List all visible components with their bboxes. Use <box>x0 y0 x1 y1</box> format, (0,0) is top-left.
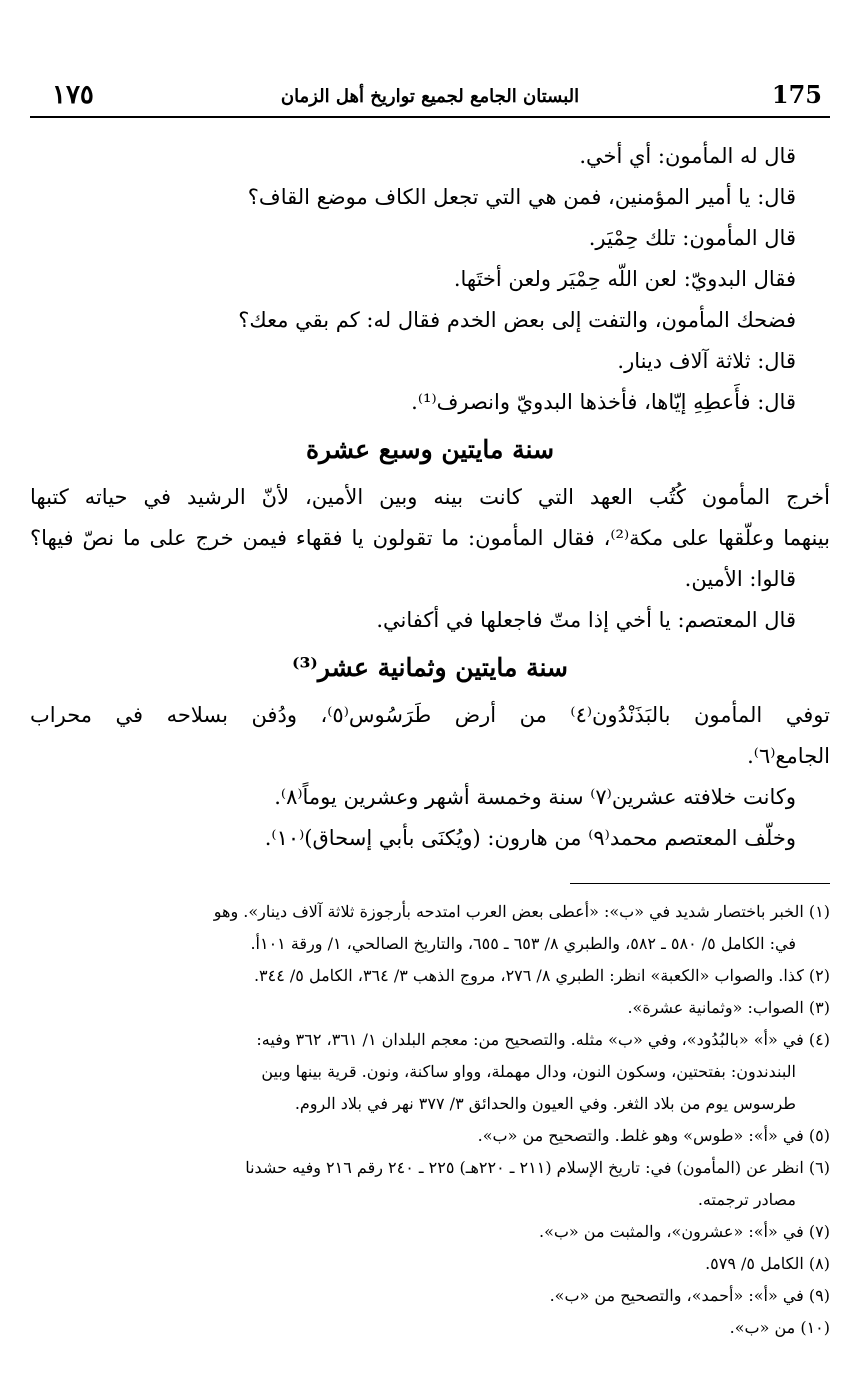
footnote-line: (٤) في «أ» «بالبُدُود»، وفي «ب» مثله. والتصحيح من: معجم البلدان ١/ ٣٦١، ٣٦٢ وفيه: <box>256 1030 830 1049</box>
running-title: البستان الجامع لجميع تواريخ أهل الزمان <box>280 86 580 107</box>
text-line: وخلّف المعتصم محمد⁽٩⁾ من هارون: (ويُكنَى بأبي إسحاق)⁽١٠⁾. <box>264 826 796 850</box>
footnote-line: (١٠) من «ب». <box>729 1318 830 1337</box>
text-line: فقال البدويّ: لعن اللّه حِمْيَر ولعن أختَها. <box>453 267 796 291</box>
text-line: قال: ثلاثة آلاف دينار. <box>617 349 796 373</box>
footnote-line: (٨) الكامل ٥/ ٥٧٩. <box>705 1254 830 1273</box>
section-heading: سنة مايتين وسبع عشرة <box>305 435 555 464</box>
text-line: قالوا: الأمين. <box>684 567 796 591</box>
text-line: قال له المأمون: أي أخي. <box>579 144 796 168</box>
text-line: قال: يا أمير المؤمنين، فمن هي التي تجعل الكاف موضع القاف؟ <box>247 185 796 209</box>
running-header <box>30 80 830 112</box>
footnote-line: (٧) في «أ»: «عشرون»، والمثبت من «ب». <box>538 1222 830 1241</box>
page-number-latin: 175 <box>771 80 822 109</box>
footnote-line: في: الكامل ٥/ ٥٨٠ ـ ٥٨٢، والطبري ٨/ ٦٥٣ ـ ٦٥٥، والتاريخ الصالحي، ١/ ورقة ١٠١أ. <box>250 934 796 953</box>
footnote-line: طرسوس يوم من بلاد الثغر. وفي العيون والحدائق ٣/ ٣٧٧ نهر في بلاد الروم. <box>294 1094 796 1113</box>
page-number-arabic: ١٧٥ <box>52 80 94 110</box>
footnotes <box>30 896 830 1344</box>
footnote-line: (٥) في «أ»: «طوس» وهو غلط. والتصحيح من «ب». <box>477 1126 830 1145</box>
text-line: قال المعتصم: يا أخي إذا متّ فاجعلها في أكفاني. <box>376 608 796 632</box>
section-heading: سنة مايتين وثمانية عشر⁽³⁾ <box>292 653 568 682</box>
text-line: قال: فأَعطِهِ إيّاها، فأخذها البدويّ وانصرف⁽¹⁾. <box>411 390 796 414</box>
footnote-line: (٩) في «أ»: «أحمد»، والتصحيح من «ب». <box>549 1286 830 1305</box>
text-line: الجامع⁽٦⁾. <box>747 744 830 768</box>
footnote-line: مصادر ترجمته. <box>697 1190 796 1209</box>
footnote-line: (١) الخبر باختصار شديد في «ب»: «أعطى بعض العرب امتدحه بأرجوزة ثلاثة آلاف دينار». وهو <box>213 902 830 921</box>
footnote-line: (٣) الصواب: «وثمانية عشرة». <box>627 998 830 1017</box>
text-line: وكانت خلافته عشرين⁽٧⁾ سنة وخمسة أشهر وعشرين يوماً⁽٨⁾. <box>274 785 796 809</box>
footnote-rule <box>570 883 830 884</box>
main-text <box>30 136 830 859</box>
text-line: فضحك المأمون، والتفت إلى بعض الخدم فقال له: كم بقي معك؟ <box>238 308 796 332</box>
text-line: توفي المأمون بالبَذَنْدُون⁽٤⁾ من أرض طَرَسُوس⁽٥⁾، ودُفن بسلاحه في محراب <box>30 703 830 727</box>
text-line: بينهما وعلّقها على مكة⁽²⁾، فقال المأمون: ما تقولون يا فقهاء فيمن خرج على ما نصّ فيها؟ <box>30 526 830 550</box>
footnote-line: (٦) انظر عن (المأمون) في: تاريخ الإسلام (٢١١ ـ ٢٢٠هـ) ٢٢٥ ـ ٢٤٠ رقم ٢١٦ وفيه حشدنا <box>245 1158 830 1177</box>
text-line: قال المأمون: تلك حِمْيَر. <box>588 226 796 250</box>
footnote-line: (٢) كذا. والصواب «الكعبة» انظر: الطبري ٨/ ٢٧٦، مروج الذهب ٣/ ٣٦٤، الكامل ٥/ ٣٤٤. <box>253 966 830 985</box>
footnote-line: البندندون: بفتحتين، وسكون النون، ودال مهملة، وواو ساكنة، ونون. قرية بينها وبين <box>261 1062 796 1081</box>
text-line: أخرج المأمون كُتُب العهد التي كانت بينه وبين الأمين، لأنّ الرشيد في حياته كتبها <box>30 485 830 509</box>
header-rule <box>30 116 830 118</box>
